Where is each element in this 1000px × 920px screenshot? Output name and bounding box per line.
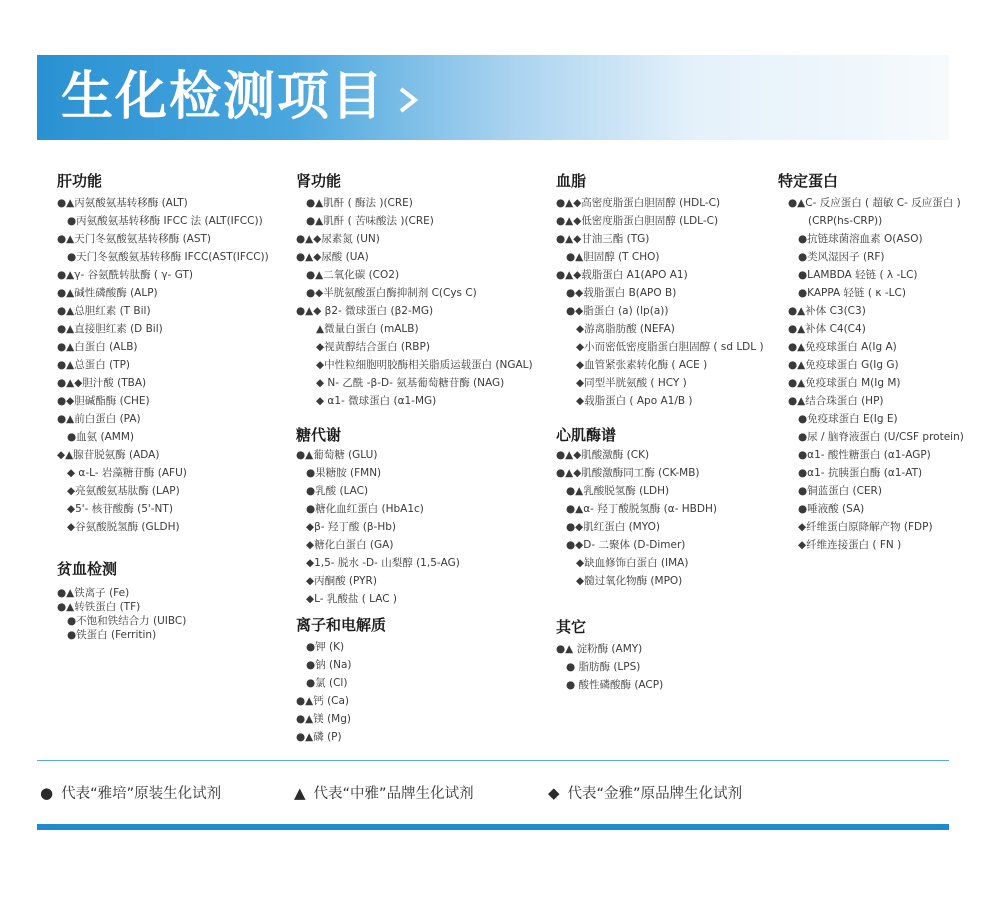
header-banner [37, 55, 949, 140]
list-item: ●▲C- 反应蛋白 ( 超敏 C- 反应蛋白 ) [788, 197, 961, 209]
list-item: ●▲补体 C4(C4) [788, 323, 866, 335]
list-item: ●▲铁离子 (Fe) [57, 587, 130, 599]
list-item: ● 酸性磷酸酶 (ACP) [566, 679, 664, 691]
list-item: ●KAPPA 轻链 ( κ -LC) [798, 287, 906, 299]
list-item: ●◆胆碱酯酶 (CHE) [57, 395, 150, 407]
list-item: ●◆半胱氨酸蛋白酶抑制剂 C(Cys C) [306, 287, 477, 299]
divider [37, 760, 949, 761]
legend-zhongya [294, 782, 474, 803]
list-item: ●◆D- 二聚体 (D-Dimer) [566, 539, 686, 551]
list-item: ●▲◆尿酸 (UA) [296, 251, 369, 263]
list-item: ◆β- 羟丁酸 (β-Hb) [306, 521, 396, 533]
list-item: ●▲◆ β2- 微球蛋白 (β2-MG) [296, 305, 434, 317]
list-item: ▲微量白蛋白 (mALB) [316, 323, 419, 335]
list-item: ◆载脂蛋白 ( Apo A1/B ) [576, 395, 693, 407]
list-item: ●◆脂蛋白 (a) (lp(a)) [566, 305, 669, 317]
section-title-cardiac: 心肌酶谱 [556, 426, 617, 444]
list-item: ●▲◆肌酸激酶同工酶 (CK-MB) [556, 467, 700, 479]
list-item: ◆髓过氧化物酶 (MPO) [576, 575, 683, 587]
list-item: ●▲◆载脂蛋白 A1(APO A1) [556, 269, 688, 281]
list-item: ◆游离脂肪酸 (NEFA) [576, 323, 675, 335]
legend-label: 代表“雅培”原装生化试剂 [61, 786, 222, 802]
list-item: ◆丙酮酸 (PYR) [306, 575, 377, 587]
list-item: ●▲◆甘油三酯 (TG) [556, 233, 650, 245]
legend-label: 代表“金雅”原品牌生化试剂 [567, 786, 743, 802]
list-item: ●▲免疫球蛋白 G(Ig G) [788, 359, 899, 371]
list-item: ◆ α1- 微球蛋白 (α1-MG) [316, 395, 437, 407]
list-item: ◆血管紧张素转化酶 ( ACE ) [576, 359, 708, 371]
list-item: ◆纤维连接蛋白 ( FN ) [798, 539, 902, 551]
chevron-right-icon [395, 85, 423, 115]
list-item: ●尿 / 脑脊液蛋白 (U/CSF protein) [798, 431, 964, 443]
section-title-others: 其它 [556, 618, 587, 636]
list-item: ●▲结合珠蛋白 (HP) [788, 395, 884, 407]
list-item: ●▲直接胆红素 (D Bil) [57, 323, 163, 335]
list-item: ◆5'- 核苷酸酶 (5'-NT) [67, 503, 173, 515]
list-item: ◆纤维蛋白原降解产物 (FDP) [798, 521, 933, 533]
list-item: ●糖化血红蛋白 (HbA1c) [306, 503, 424, 515]
section-title-kidney: 肾功能 [296, 172, 342, 190]
list-item: ●类风湿因子 (RF) [798, 251, 885, 263]
list-item: ●▲ 淀粉酶 (AMY) [556, 643, 643, 655]
list-item: ●▲天门冬氨酸氨基转移酶 (AST) [57, 233, 212, 245]
list-item: ●▲肌酐 ( 酶法 )(CRE) [306, 197, 413, 209]
list-item: ●LAMBDA 轻链 ( λ -LC) [798, 269, 918, 281]
list-item: ●▲转铁蛋白 (TF) [57, 601, 141, 613]
list-item: ●◆肌红蛋白 (MYO) [566, 521, 660, 533]
list-item: ●不饱和铁结合力 (UIBC) [67, 615, 187, 627]
list-item: ●▲◆高密度脂蛋白胆固醇 (HDL-C) [556, 197, 721, 209]
list-item: ◆同型半胱氨酸 ( HCY ) [576, 377, 687, 389]
list-item: (CRP(hs-CRP)) [808, 215, 883, 227]
list-item: ●▲补体 C3(C3) [788, 305, 866, 317]
list-item: ●▲总胆红素 (T Bil) [57, 305, 151, 317]
list-item: ●▲乳酸脱氢酶 (LDH) [566, 485, 670, 497]
list-item: ◆L- 乳酸盐 ( LAC ) [306, 593, 397, 605]
list-item: ●果糖胺 (FMN) [306, 467, 382, 479]
list-item: ●钠 (Na) [306, 659, 352, 671]
list-item: ◆ α-L- 岩藻糖苷酶 (AFU) [67, 467, 187, 479]
list-item: ●▲◆胆汁酸 (TBA) [57, 377, 147, 389]
list-item: ●免疫球蛋白 E(Ig E) [798, 413, 898, 425]
list-item: ●◆载脂蛋白 B(APO B) [566, 287, 677, 299]
list-item: ●▲磷 (P) [296, 731, 342, 743]
list-item: ●铁蛋白 (Ferritin) [67, 629, 157, 641]
list-item: ◆缺血修饰白蛋白 (IMA) [576, 557, 689, 569]
list-item: ●▲丙氨酸氨基转移酶 (ALT) [57, 197, 188, 209]
list-item: ●钾 (K) [306, 641, 345, 653]
list-item: ◆1,5- 脱水 -D- 山梨醇 (1,5-AG) [306, 557, 460, 569]
list-item: ●▲◆肌酸激酶 (CK) [556, 449, 650, 461]
list-item: ◆中性粒细胞明胶酶相关脂质运载蛋白 (NGAL) [316, 359, 533, 371]
list-item: ●α1- 抗胰蛋白酶 (α1-AT) [798, 467, 923, 479]
diamond-icon: ◆ [548, 784, 560, 802]
list-item: ●▲二氧化碳 (CO2) [306, 269, 400, 281]
list-item: ●氯 (Cl) [306, 677, 348, 689]
list-item: ●α1- 酸性糖蛋白 (α1-AGP) [798, 449, 931, 461]
list-item: ●▲免疫球蛋白 A(Ig A) [788, 341, 897, 353]
circle-icon: ● [40, 784, 54, 802]
section-title-specific-proteins: 特定蛋白 [778, 172, 839, 190]
list-item: ●▲钙 (Ca) [296, 695, 350, 707]
list-item: ●血氨 (AMM) [67, 431, 134, 443]
list-item: ●▲前白蛋白 (PA) [57, 413, 141, 425]
section-title-electrolytes: 离子和电解质 [296, 616, 387, 634]
list-item: ◆▲腺苷脱氨酶 (ADA) [57, 449, 160, 461]
list-item: ●▲γ- 谷氨酰转肽酶 ( γ- GT) [57, 269, 193, 281]
list-item: ●▲胆固醇 (T CHO) [566, 251, 660, 263]
list-item: ●▲碱性磷酸酶 (ALP) [57, 287, 158, 299]
list-item: ◆亮氨酸氨基肽酶 (LAP) [67, 485, 180, 497]
list-item: ●▲α- 羟丁酸脱氢酶 (α- HBDH) [566, 503, 717, 515]
list-item: ●天门冬氨酸氨基转移酶 IFCC(AST(IFCC)) [67, 251, 269, 263]
list-item: ●▲镁 (Mg) [296, 713, 351, 725]
list-item: ● 脂肪酶 (LPS) [566, 661, 641, 673]
section-title-liver: 肝功能 [57, 172, 103, 190]
list-item: ◆视黄醇结合蛋白 (RBP) [316, 341, 430, 353]
list-item: ●▲葡萄糖 (GLU) [296, 449, 378, 461]
page-title: 生化检测项目 [61, 67, 386, 127]
legend-label: 代表“中雅”品牌生化试剂 [313, 786, 474, 802]
bottom-accent-bar [37, 824, 949, 830]
legend-abbott [40, 782, 221, 803]
list-item: ◆小而密低密度脂蛋白胆固醇 ( sd LDL ) [576, 341, 764, 353]
list-item: ●▲总蛋白 (TP) [57, 359, 131, 371]
section-title-lipids: 血脂 [556, 172, 587, 190]
list-item: ●▲肌酐 ( 苦味酸法 )(CRE) [306, 215, 434, 227]
list-item: ●铜蓝蛋白 (CER) [798, 485, 882, 497]
list-item: ●唾液酸 (SA) [798, 503, 865, 515]
list-item: ●▲白蛋白 (ALB) [57, 341, 138, 353]
list-item: ◆ N- 乙酰 -β-D- 氨基葡萄糖苷酶 (NAG) [316, 377, 505, 389]
legend-jinya [548, 782, 742, 803]
list-item: ●抗链球菌溶血素 O(ASO) [798, 233, 923, 245]
list-item: ●▲免疫球蛋白 M(Ig M) [788, 377, 901, 389]
list-item: ◆谷氨酸脱氢酶 (GLDH) [67, 521, 180, 533]
section-title-anemia: 贫血检测 [57, 560, 118, 578]
triangle-icon: ▲ [294, 784, 306, 802]
list-item: ●▲◆尿素氮 (UN) [296, 233, 380, 245]
section-title-glucose: 糖代谢 [296, 426, 342, 444]
list-item: ◆糖化白蛋白 (GA) [306, 539, 394, 551]
list-item: ●▲◆低密度脂蛋白胆固醇 (LDL-C) [556, 215, 719, 227]
list-item: ●乳酸 (LAC) [306, 485, 369, 497]
list-item: ●丙氨酸氨基转移酶 IFCC 法 (ALT(IFCC)) [67, 215, 263, 227]
